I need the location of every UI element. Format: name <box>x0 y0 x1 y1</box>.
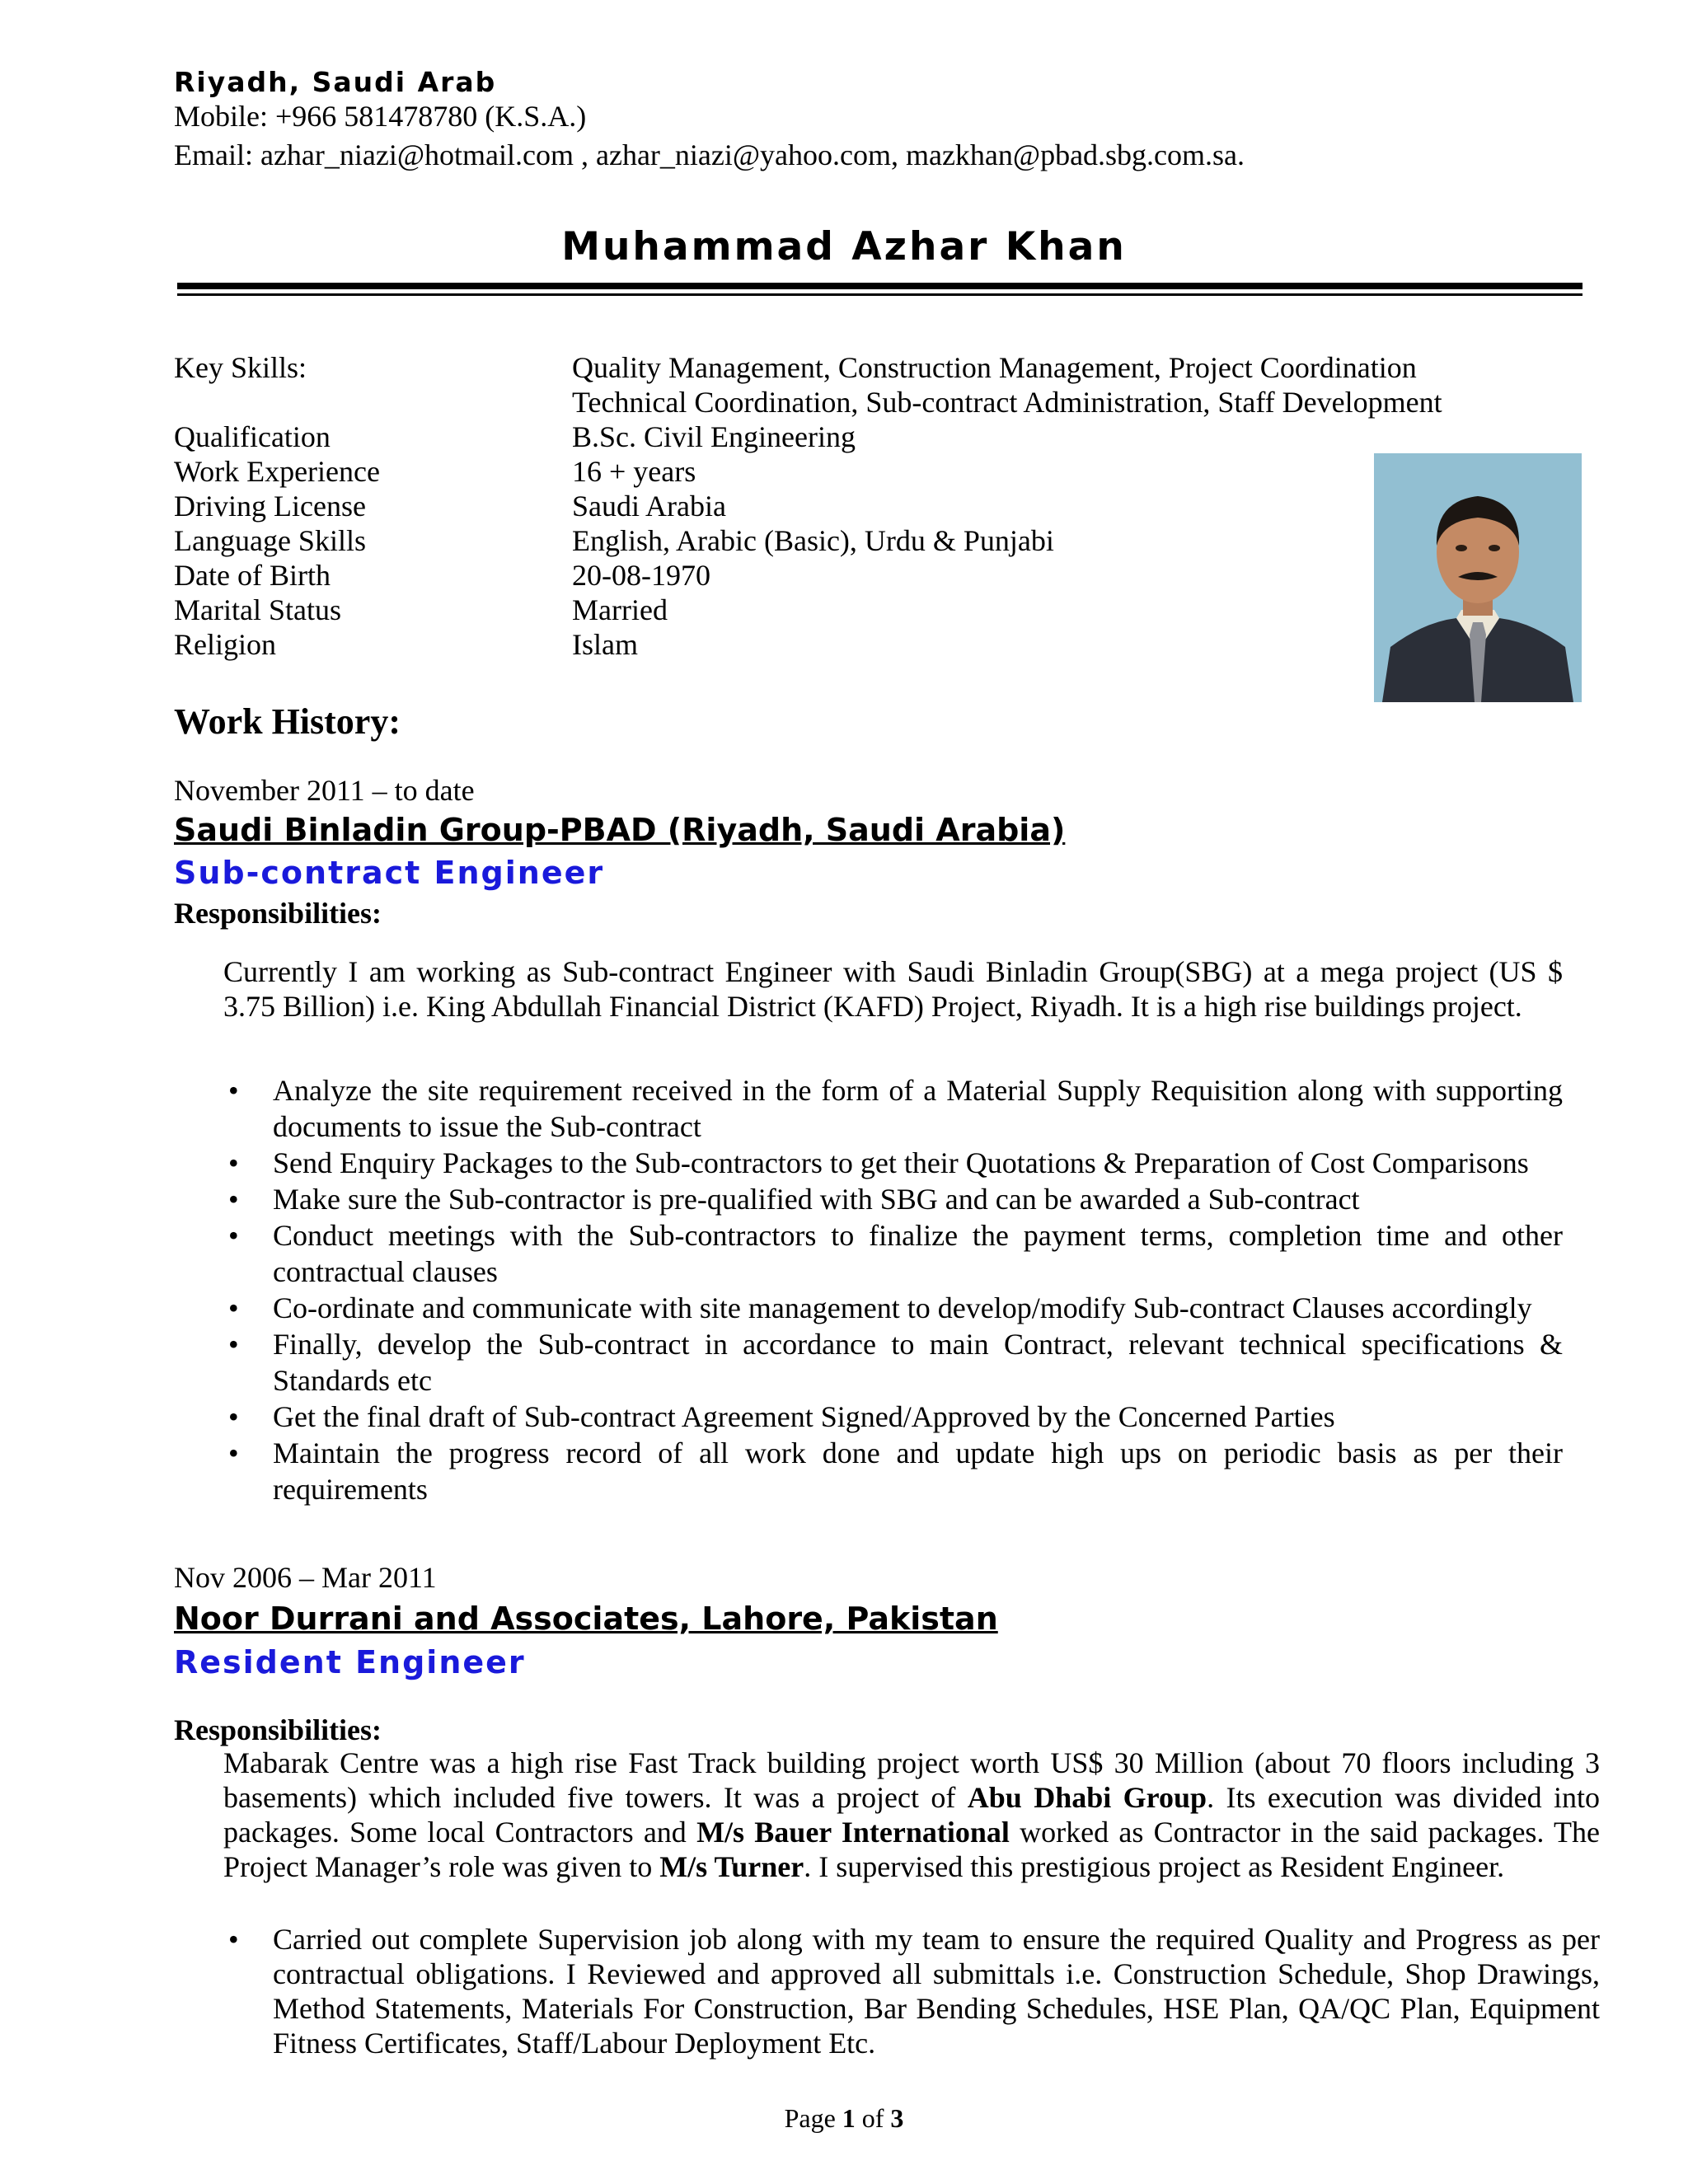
bullet-icon: • <box>228 1074 239 1107</box>
list-item: • Finally, develop the Sub-contract in accordance to main Contract, relevant technical specifications & Standards etc <box>228 1328 1563 1397</box>
header-city: Riyadh, Saudi Arab <box>174 66 497 98</box>
info-label-key-skills: Key Skills: <box>174 351 307 384</box>
portrait-illustration <box>1374 453 1582 702</box>
bullet-icon: • <box>228 1436 239 1469</box>
info-value-marital-status: Married <box>572 593 668 626</box>
info-value-key-skills-2: Technical Coordination, Sub-contract Administration, Staff Development <box>572 386 1442 419</box>
job-2-responsibilities-label: Responsibilities: <box>174 1713 382 1746</box>
info-label-date-of-birth: Date of Birth <box>174 559 331 592</box>
info-value-work-experience: 16 + years <box>572 455 696 488</box>
page-number: Page 1 of 3 <box>784 2103 904 2133</box>
list-item: • Carried out complete Supervision job along with my team to ensure the required Quality and Progress as per contractual obligations. I Reviewed and approved all submittals i.e. Construction Schedule, Shop Drawings, Method Statements, Materials For Construction, Bar Bending Schedules, HSE Plan, QA/QC Plan, Equipment Fitness Certificates, Staff/Labour Deployment Etc. <box>228 1923 1600 2060</box>
bullet-icon: • <box>228 1183 239 1216</box>
header-rule-thin <box>177 293 1582 296</box>
list-item: • Get the final draft of Sub-contract Agreement Signed/Approved by the Concerned Parties <box>228 1400 1335 1433</box>
client-name: Abu Dhabi Group <box>967 1781 1207 1814</box>
job-1-bullets <box>223 1072 1563 1507</box>
info-label-marital-status: Marital Status <box>174 593 341 626</box>
info-value-key-skills: Quality Management, Construction Management, Project Coordination <box>572 351 1417 384</box>
bullet-icon: • <box>228 1400 239 1433</box>
list-item: • Co-ordinate and communicate with site management to develop/modify Sub-contract Clauses accordingly <box>228 1291 1532 1324</box>
project-manager-name: M/s Turner <box>659 1850 804 1883</box>
bullet-icon: • <box>228 1291 239 1324</box>
bullet-icon: • <box>228 1146 239 1179</box>
info-label-qualification: Qualification <box>174 420 331 453</box>
list-item: • Make sure the Sub-contractor is pre-qualified with SBG and can be awarded a Sub-contract <box>228 1183 1360 1216</box>
info-label-religion: Religion <box>174 628 276 661</box>
job-1-date: November 2011 – to date <box>174 774 475 807</box>
job-2-role: Resident Engineer <box>174 1644 526 1680</box>
profile-photo <box>1374 453 1582 702</box>
candidate-name: Muhammad Azhar Khan <box>561 224 1127 269</box>
info-label-language-skills: Language Skills <box>174 524 366 557</box>
job-1-company: Saudi Binladin Group-PBAD (Riyadh, Saudi Arabia) <box>174 812 1066 848</box>
job-2-intro: Mabarak Centre was a high rise Fast Track building project worth US$ 30 Million (about 70 floors including 3 basements) which included five towers. It was a project of Abu Dhabi Group. Its execution was divided into packages. Some local Contractors and M/s Bauer International worked as Contractor in the said packages. The Project Manager’s role was given to M/s Turner. I supervised this prestigious project as Resident Engineer. <box>223 1746 1600 1883</box>
job-1-responsibilities-label: Responsibilities: <box>174 897 382 930</box>
header-mobile: Mobile: +966 581478780 (K.S.A.) <box>174 100 587 133</box>
info-value-date-of-birth: 20-08-1970 <box>572 559 710 592</box>
bullet-icon: • <box>228 1219 239 1252</box>
contractor-name: M/s Bauer International <box>696 1816 1010 1849</box>
work-history-title: Work History: <box>174 701 401 742</box>
list-item: • Analyze the site requirement received in the form of a Material Supply Requisition along with supporting documents to issue the Sub-contract <box>228 1074 1563 1143</box>
total-pages: 3 <box>890 2103 904 2133</box>
info-value-qualification: B.Sc. Civil Engineering <box>572 420 856 453</box>
job-2-company: Noor Durrani and Associates, Lahore, Pakistan <box>174 1601 998 1637</box>
info-value-religion: Islam <box>572 628 638 661</box>
info-label-driving-license: Driving License <box>174 490 366 523</box>
bullet-icon: • <box>228 1328 239 1361</box>
info-label-work-experience: Work Experience <box>174 455 380 488</box>
bullet-icon: • <box>228 1923 239 1956</box>
header-rule-thick <box>177 283 1582 289</box>
header-email[interactable]: Email: azhar_niazi@hotmail.com , azhar_niazi@yahoo.com, mazkhan@pbad.sbg.com.sa. <box>174 138 1245 171</box>
info-value-language-skills: English, Arabic (Basic), Urdu & Punjabi <box>572 524 1054 557</box>
job-1-role: Sub-contract Engineer <box>174 855 605 891</box>
list-item: • Conduct meetings with the Sub-contractors to finalize the payment terms, completion time and other contractual clauses <box>228 1219 1563 1288</box>
job-2-date: Nov 2006 – Mar 2011 <box>174 1561 437 1594</box>
job-2-bullets <box>223 1922 1600 2060</box>
job-1-intro: Currently I am working as Sub-contract Engineer with Saudi Binladin Group(SBG) at a mega project (US $ 3.75 Billion) i.e. King Abdullah Financial District (KAFD) Project, Riyadh. It is a high rise buildings project. <box>223 955 1563 1023</box>
list-item: • Maintain the progress record of all work done and update high ups on periodic basis as per their requirements <box>228 1436 1563 1506</box>
info-value-driving-license: Saudi Arabia <box>572 490 726 523</box>
current-page: 1 <box>842 2103 856 2133</box>
list-item: • Send Enquiry Packages to the Sub-contractors to get their Quotations & Preparation of Cost Comparisons <box>228 1146 1529 1179</box>
